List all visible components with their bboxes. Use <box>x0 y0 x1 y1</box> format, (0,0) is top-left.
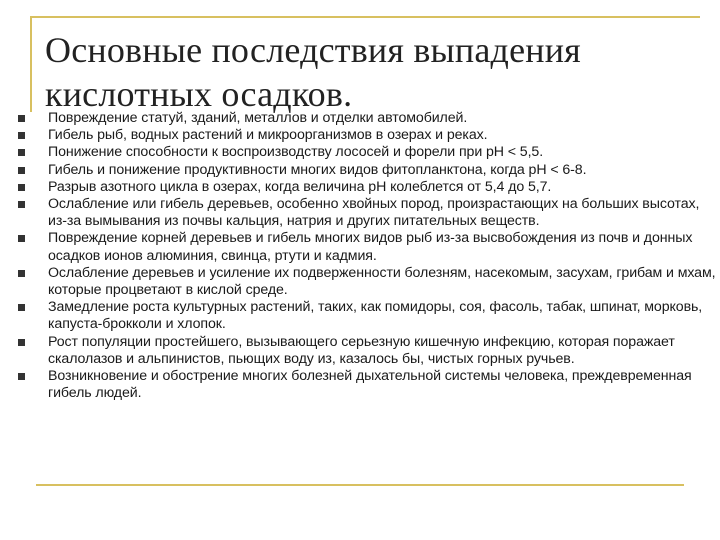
bullet-item <box>18 162 718 179</box>
bullet-text: Возникновение и обострение многих болезней дыхательной системы человека, преждевременная гибель людей. <box>48 368 692 402</box>
square-bullet-icon <box>18 235 25 242</box>
square-bullet-icon <box>18 201 25 208</box>
accent-top-line <box>30 16 700 18</box>
square-bullet-icon <box>18 149 25 156</box>
bullet-item <box>18 368 718 402</box>
bullet-item <box>18 144 718 161</box>
square-bullet-icon <box>18 167 25 174</box>
slide-title: Основные последствия выпадения кислотных осадков. <box>45 30 581 114</box>
bullet-text: Ослабление деревьев и усиление их подверженности болезням, насекомым, засухам, грибам и мхам, которые процветают в кислой среде. <box>48 264 716 299</box>
accent-vertical-line <box>30 16 32 112</box>
bullet-item <box>18 110 718 127</box>
bullet-text: Рост популяции простейшего, вызывающего серьезную кишечную инфекцию, которая поражает скалолазов и альпинистов, пьющих воду из, казалось бы, чистых горных ручьев. <box>48 333 675 367</box>
square-bullet-icon <box>18 115 25 122</box>
bullet-item <box>18 196 718 230</box>
square-bullet-icon <box>18 373 25 380</box>
square-bullet-icon <box>18 270 25 277</box>
bullet-item <box>18 265 718 299</box>
bullet-text: Замедление роста культурных растений, таких, как помидоры, соя, фасоль, табак, шпинат, морковь, капуста-брокколи и хлопок. <box>48 299 703 333</box>
bullet-text: Понижение способности к воспроизводству лососей и форели при рН < 5,5. <box>48 144 544 161</box>
square-bullet-icon <box>18 339 25 346</box>
bullet-item <box>18 127 718 144</box>
bullet-item <box>18 230 718 264</box>
accent-bottom-line <box>36 484 684 486</box>
square-bullet-icon <box>18 132 25 139</box>
bullet-item <box>18 299 718 333</box>
square-bullet-icon <box>18 304 25 311</box>
bullet-text: Гибель рыб, водных растений и микроорганизмов в озерах и реках. <box>48 127 488 144</box>
square-bullet-icon <box>18 184 25 191</box>
bullet-text: Повреждение корней деревьев и гибель многих видов рыб из-за высвобождения из почв и донных осадков ионов алюминия, свинца, ртути и кадмия. <box>48 230 693 264</box>
bullet-text: Разрыв азотного цикла в озерах, когда величина рН колеблется от 5,4 до 5,7. <box>48 178 552 195</box>
bullet-text: Гибель и понижение продуктивности многих видов фитопланктона, когда рН < 6-8. <box>48 161 587 178</box>
bullet-text: Повреждение статуй, зданий, металлов и отделки автомобилей. <box>48 110 468 126</box>
bullet-item <box>18 334 718 368</box>
bullet-text: Ослабление или гибель деревьев, особенно хвойных пород, произрастающих на больших высотах, из-за вымывания из почвы кальция, натрия и других питательных веществ. <box>48 196 700 230</box>
bullet-list <box>18 110 718 402</box>
bullet-item <box>18 179 718 196</box>
